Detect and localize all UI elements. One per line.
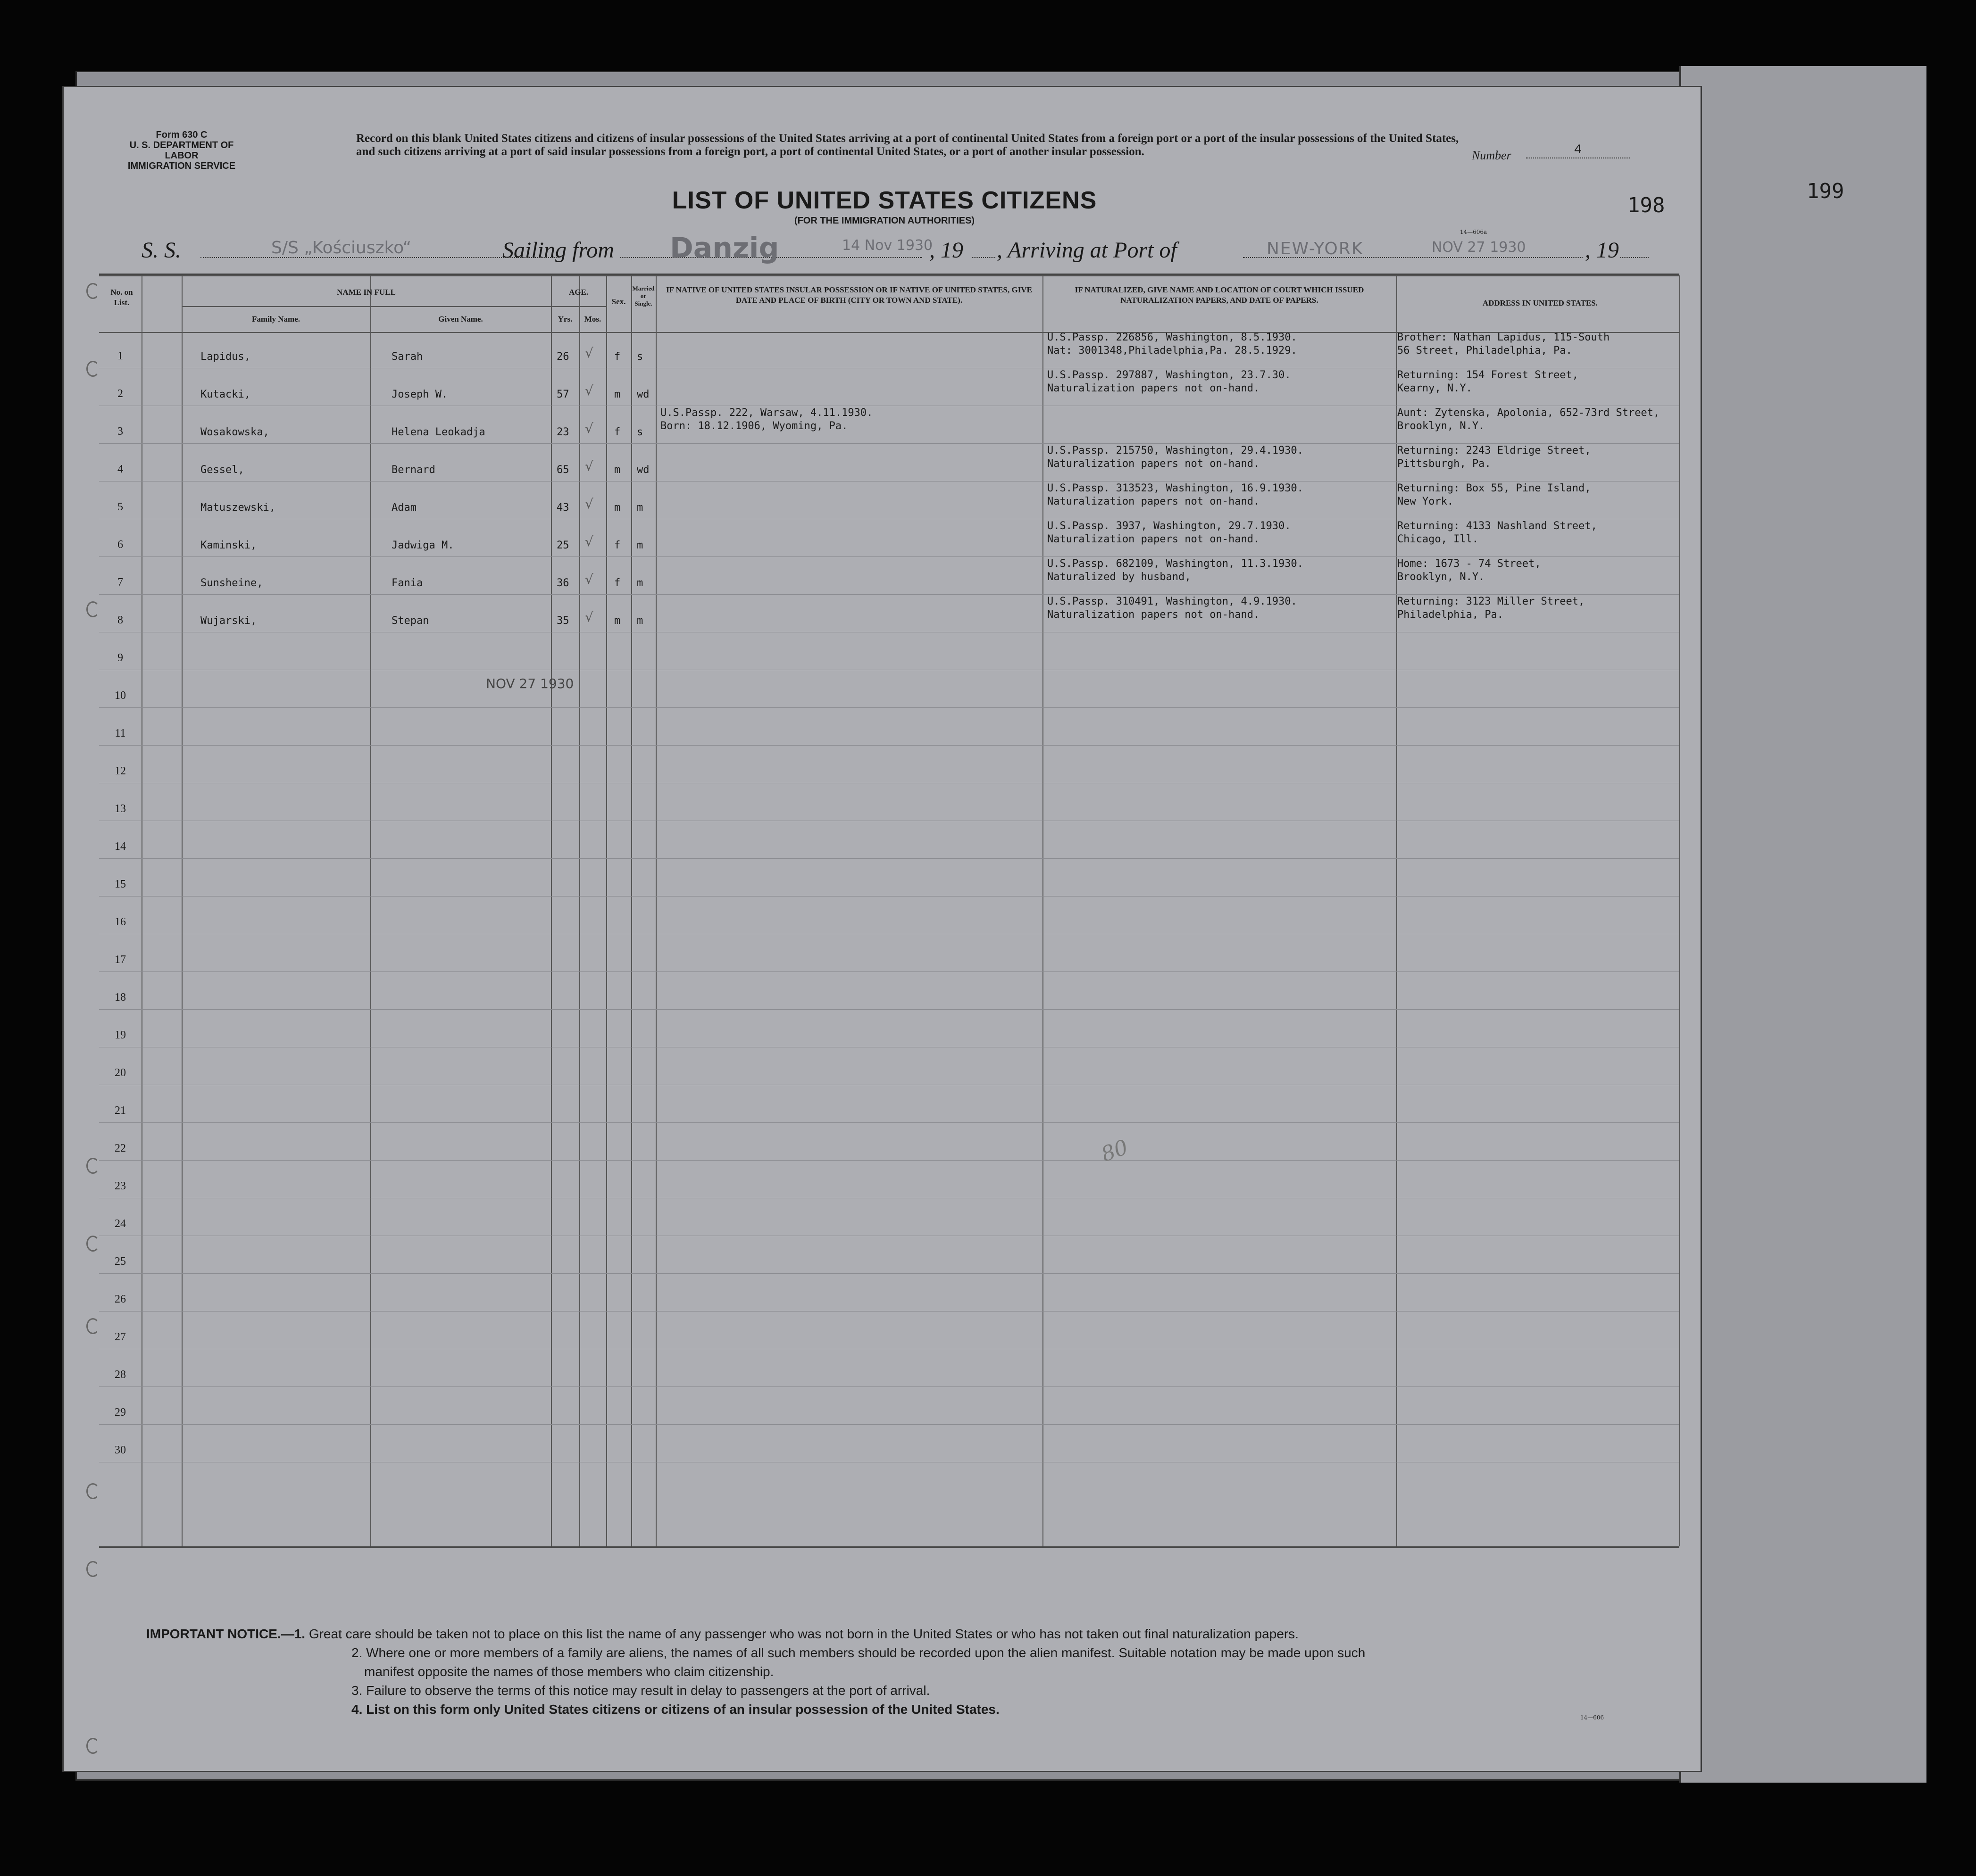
printer-note: 14—606a: [1460, 229, 1487, 235]
address-line-2: Brooklyn, N.Y.: [1397, 420, 1485, 432]
naturalization-line-2: Naturalization papers not on-hand.: [1047, 458, 1260, 470]
row-number: 22: [115, 1142, 126, 1154]
form-number: Form 630 C: [156, 130, 208, 140]
given-name: Adam: [392, 502, 417, 514]
row-number: 8: [117, 614, 123, 626]
address-line-1: Returning: 154 Forest Street,: [1397, 369, 1579, 381]
col-divider: [631, 275, 632, 1546]
notice-item-1: Great care should be taken not to place on this list the name of any passenger who was not born in the United States or who has not taken out final naturalization papers.: [308, 1627, 1299, 1641]
ss-label: S. S.: [142, 238, 181, 263]
binder-hole-icon: [86, 1483, 100, 1499]
row-number: 4: [117, 463, 123, 475]
marital-status: m: [637, 615, 643, 627]
family-name: Kutacki,: [200, 389, 250, 400]
outer-page-number: 199: [1807, 179, 1844, 203]
sailing-from-value: Danzig: [670, 232, 779, 265]
address-line-2: 56 Street, Philadelphia, Pa.: [1397, 345, 1572, 357]
age-subheader-line: [551, 306, 606, 307]
row-number: 15: [115, 878, 126, 890]
address-line-1: Returning: 4133 Nashland Street,: [1397, 520, 1597, 532]
year-prefix-1: , 19: [929, 238, 963, 263]
col-mos: Mos.: [584, 315, 601, 324]
naturalization-line-2: Nat: 3001348,Philadelphia,Pa. 28.5.1929.: [1047, 345, 1297, 357]
given-name: Helena Leokadja: [392, 426, 485, 438]
col-divider: [182, 275, 183, 1546]
col-divider: [551, 275, 552, 1546]
passenger-table: [99, 274, 1679, 1548]
check-mark-icon: √: [585, 345, 593, 361]
row-number: 23: [115, 1180, 126, 1192]
naturalization-line-1: U.S.Passp. 297887, Washington, 23.7.30.: [1047, 369, 1291, 381]
row-number: 27: [115, 1331, 126, 1343]
age-years: 36: [557, 577, 569, 589]
notice-item-2b: manifest opposite the names of those members who claim citizenship.: [364, 1664, 774, 1679]
row-number: 28: [115, 1369, 126, 1381]
col-native: IF NATIVE OF UNITED STATES INSULAR POSSESSION OR IF NATIVE OF UNITED STATES, GIVE DATE AND PLACE OF BIRTH (CITY OR TOWN AND STATE).: [666, 285, 1032, 305]
col-no: No. on List.: [110, 288, 133, 307]
check-mark-icon: √: [585, 534, 593, 549]
family-name: Wujarski,: [200, 615, 257, 627]
marital-status: m: [637, 502, 643, 514]
given-name: Stepan: [392, 615, 429, 627]
col-divider: [1042, 275, 1043, 1546]
address-line-2: Chicago, Ill.: [1397, 533, 1479, 545]
notice-item-2a: 2. Where one or more members of a family are aliens, the names of all such members should be recorded upon the alien manifest. Suitable notation may be made upon such: [351, 1645, 1366, 1660]
col-divider: [606, 275, 607, 1546]
naturalization-line-1: U.S.Passp. 226856, Washington, 8.5.1930.: [1047, 332, 1297, 343]
given-name: Jadwiga M.: [392, 540, 454, 551]
row-number: 6: [117, 539, 123, 551]
age-years: 25: [557, 540, 569, 551]
check-mark-icon: √: [585, 572, 593, 587]
marital-status: wd: [637, 389, 650, 400]
page-number: 198: [1627, 193, 1665, 217]
binder-hole-icon: [86, 601, 100, 617]
row-rule: [99, 1273, 1679, 1274]
row-number: 30: [115, 1444, 126, 1456]
age-years: 26: [557, 351, 569, 363]
naturalization-line-1: U.S.Passp. 3937, Washington, 29.7.1930.: [1047, 520, 1291, 532]
row-rule: [99, 1122, 1679, 1123]
year-field-2: [1620, 238, 1649, 258]
check-mark-icon: √: [585, 383, 593, 398]
notice-item-3: 3. Failure to observe the terms of this notice may result in delay to passengers at the port of arrival.: [351, 1683, 930, 1698]
col-divider: [1679, 275, 1680, 1546]
row-rule: [99, 1160, 1679, 1161]
check-mark-icon: √: [585, 421, 593, 436]
row-rule: [99, 594, 1679, 595]
check-mark-icon: √: [585, 496, 593, 512]
col-family-name: Family Name.: [252, 315, 300, 324]
age-years: 65: [557, 464, 569, 476]
address-line-2: Pittsburgh, Pa.: [1397, 458, 1491, 470]
sex: m: [614, 615, 621, 627]
row-number: 25: [115, 1255, 126, 1268]
row-number: 13: [115, 803, 126, 815]
name-subheader-line: [182, 306, 551, 307]
header-top: [99, 275, 1679, 276]
col-address: ADDRESS IN UNITED STATES.: [1482, 299, 1598, 307]
marital-status: wd: [637, 464, 650, 476]
row-number: 1: [117, 350, 123, 362]
given-name: Joseph W.: [392, 389, 448, 400]
naturalization-line-2: Naturalized by husband,: [1047, 571, 1191, 583]
marital-status: m: [637, 540, 643, 551]
naturalization-line-1: U.S.Passp. 313523, Washington, 16.9.1930.: [1047, 482, 1304, 494]
port-field: [1243, 238, 1583, 258]
row-number: 5: [117, 501, 123, 513]
naturalization-line-1: U.S.Passp. 310491, Washington, 4.9.1930.: [1047, 596, 1297, 607]
number-value: 4: [1526, 143, 1630, 158]
notice-item-4: 4. List on this form only United States citizens or citizens of an insular possession of the United States.: [351, 1702, 1000, 1717]
binder-hole-icon: [86, 1318, 100, 1334]
address-line-1: Brother: Nathan Lapidus, 115-South: [1397, 332, 1610, 343]
age-years: 43: [557, 502, 569, 514]
sex: f: [614, 426, 621, 438]
given-name: Fania: [392, 577, 423, 589]
naturalization-line-1: U.S.Passp. 215750, Washington, 29.4.1930.: [1047, 445, 1304, 457]
sex: f: [614, 351, 621, 363]
sex: m: [614, 464, 621, 476]
footer-code: 14—606: [1580, 1714, 1604, 1721]
row-rule: [99, 443, 1679, 444]
family-name: Matuszewski,: [200, 502, 275, 514]
address-line-1: Returning: 2243 Eldrige Street,: [1397, 445, 1591, 457]
sailing-date-stamp: 14 Nov 1930: [842, 237, 933, 254]
row-number: 10: [115, 689, 126, 702]
number-label: Number: [1472, 149, 1511, 162]
sailing-from-label: Sailing from: [502, 238, 614, 263]
port-value: NEW-YORK: [1267, 239, 1364, 258]
sex: m: [614, 502, 621, 514]
naturalization-line-2: Naturalization papers not on-hand.: [1047, 382, 1260, 394]
year-field-1: [972, 238, 995, 258]
col-married: Married or Single.: [632, 285, 655, 307]
row-number: 2: [117, 388, 123, 400]
check-mark-icon: √: [585, 609, 593, 625]
row-number: 9: [117, 652, 123, 664]
address-line-1: Returning: 3123 Miller Street,: [1397, 596, 1585, 607]
year-prefix-2: , 19: [1585, 238, 1619, 263]
department-name: U. S. DEPARTMENT OF LABOR: [129, 140, 234, 161]
marital-status: s: [637, 351, 643, 363]
row-number: 14: [115, 840, 126, 853]
sex: f: [614, 577, 621, 589]
age-years: 57: [557, 389, 569, 400]
col-divider: [656, 275, 657, 1546]
family-name: Sunsheine,: [200, 577, 263, 589]
row-number: 19: [115, 1029, 126, 1041]
col-yrs: Yrs.: [558, 315, 573, 324]
binder-hole-icon: [86, 361, 100, 377]
row-number: 26: [115, 1293, 126, 1305]
address-line-1: Returning: Box 55, Pine Island,: [1397, 482, 1591, 494]
row-number: 11: [115, 727, 126, 739]
row-number: 17: [115, 954, 126, 966]
row-number: 20: [115, 1067, 126, 1079]
col-age: AGE.: [568, 288, 589, 297]
page-subtitle: (FOR THE IMMIGRATION AUTHORITIES): [794, 216, 975, 226]
page-title: LIST OF UNITED STATES CITIZENS: [672, 187, 1097, 214]
row-number: 16: [115, 916, 126, 928]
row-rule: [99, 556, 1679, 557]
marital-status: s: [637, 426, 643, 438]
given-name: Bernard: [392, 464, 435, 476]
given-name: Sarah: [392, 351, 423, 363]
col-divider: [370, 275, 371, 1546]
address-line-2: New York.: [1397, 496, 1454, 507]
row-number: 3: [117, 425, 123, 438]
address-line-2: Kearny, N.Y.: [1397, 382, 1472, 394]
row-number: 18: [115, 991, 126, 1004]
binder-hole-icon: [86, 1236, 100, 1252]
row-rule: [99, 858, 1679, 859]
arrival-stamp-row9: NOV 27 1930: [486, 676, 574, 691]
row-number: 21: [115, 1104, 126, 1117]
naturalization-line-2: Naturalization papers not on-hand.: [1047, 496, 1260, 507]
binder-hole-icon: [86, 1158, 100, 1174]
underlying-page-edge: [1679, 66, 1926, 1783]
ship-name: S/S „Kościuszko“: [271, 238, 412, 257]
col-name-in-full: NAME IN FULL: [337, 288, 396, 297]
service-name: IMMIGRATION SERVICE: [127, 161, 236, 171]
row-rule: [99, 1424, 1679, 1425]
age-years: 23: [557, 426, 569, 438]
row-number: 12: [115, 765, 126, 777]
sex: f: [614, 540, 621, 551]
age-years: 35: [557, 615, 569, 627]
arrival-date-stamp: NOV 27 1930: [1432, 239, 1526, 256]
arriving-label: , Arriving at Port of: [997, 238, 1177, 263]
address-line-2: Philadelphia, Pa.: [1397, 609, 1504, 621]
col-sex: Sex.: [611, 297, 626, 306]
row-rule: [99, 745, 1679, 746]
family-name: Lapidus,: [200, 351, 250, 363]
check-mark-icon: √: [585, 458, 593, 474]
birth-info-line-2: Born: 18.12.1906, Wyoming, Pa.: [660, 420, 848, 432]
sex: m: [614, 389, 621, 400]
marital-status: m: [637, 577, 643, 589]
naturalization-line-2: Naturalization papers not on-hand.: [1047, 609, 1260, 621]
address-line-1: Home: 1673 - 74 Street,: [1397, 558, 1541, 570]
col-divider: [579, 275, 580, 1546]
family-name: Wosakowska,: [200, 426, 269, 438]
family-name: Kaminski,: [200, 540, 257, 551]
row-rule: [99, 1311, 1679, 1312]
row-rule: [99, 707, 1679, 708]
binder-hole-icon: [86, 283, 100, 299]
col-naturalized: IF NATURALIZED, GIVE NAME AND LOCATION OF COURT WHICH ISSUED NATURALIZATION PAPERS, AND DATE OF PAPERS.: [1075, 285, 1364, 305]
form-identifier: [116, 130, 248, 171]
row-number: 24: [115, 1218, 126, 1230]
naturalization-line-2: Naturalization papers not on-hand.: [1047, 533, 1260, 545]
row-rule: [99, 1386, 1679, 1387]
row-number: 29: [115, 1406, 126, 1419]
row-rule: [99, 1009, 1679, 1010]
family-name: Gessel,: [200, 464, 244, 476]
margin-mark: 80: [1098, 1135, 1132, 1167]
binder-hole-icon: [86, 1561, 100, 1577]
form-instructions: Record on this blank United States citizens and citizens of insular possessions of the United States arriving at a port of continental United States from a foreign port or a port of the insular possessions of the United States, and such citizens arriving at a port of said insular possessions from a foreign port, a port of continental United States, or a port of another insular possession.: [356, 132, 1459, 158]
notice-heading: IMPORTANT NOTICE.—1.: [146, 1627, 306, 1641]
naturalization-line-1: U.S.Passp. 682109, Washington, 11.3.1930.: [1047, 558, 1304, 570]
birth-info-line-1: U.S.Passp. 222, Warsaw, 4.11.1930.: [660, 407, 873, 419]
binder-hole-icon: [86, 1738, 100, 1754]
address-line-1: Aunt: Zytenska, Apolonia, 652-73rd Street,: [1397, 407, 1660, 419]
col-given-name: Given Name.: [438, 315, 483, 324]
row-rule: [99, 971, 1679, 972]
address-line-2: Brooklyn, N.Y.: [1397, 571, 1485, 583]
row-number: 7: [117, 576, 123, 589]
manifest-page: [64, 87, 1701, 1771]
important-notice: [146, 1625, 1365, 1719]
